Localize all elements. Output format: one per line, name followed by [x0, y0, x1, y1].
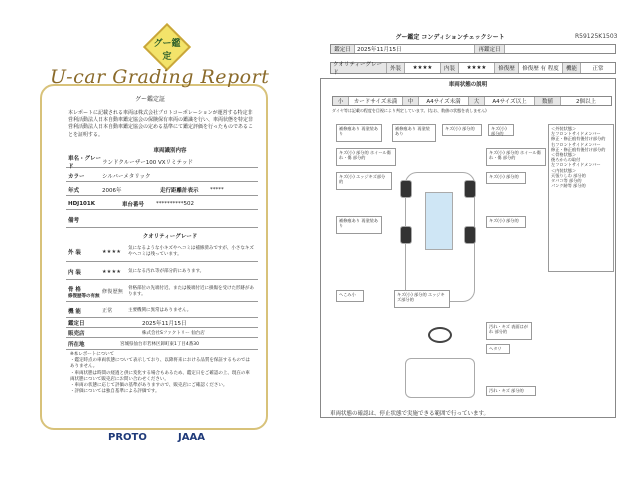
jaaa-logo: JAAA — [178, 432, 205, 443]
quality-section-title: クオリティーグレード — [142, 234, 198, 240]
color-value: シルバーメタリック — [102, 173, 151, 180]
date-label: 鑑定日 — [68, 320, 85, 327]
address-value: 宮城県仙台市若林区卸町東1丁目4番30 — [120, 341, 199, 347]
chassis-label: 車台番号 — [122, 201, 145, 208]
grade-label: 内装 — [441, 63, 459, 73]
damage-note: へこみ小 — [336, 290, 364, 302]
interior-seats — [405, 358, 475, 398]
damage-note: キズ(小) 部分的 — [442, 124, 482, 136]
quality-row-exterior — [66, 242, 258, 262]
appraisal-date-value: 2025年11月15日 — [355, 45, 475, 53]
remarks-label: 備考 — [68, 217, 80, 224]
damage-note: キズ(小) 部分的 ホイール傷れ・傷 部分的 — [486, 148, 546, 166]
grade-value: 正常 — [592, 66, 604, 72]
size-cell: A4サイズ以上 — [485, 97, 535, 105]
model-row — [66, 156, 258, 168]
shop-label: 販売店 — [68, 330, 85, 337]
quality-label-block — [66, 285, 102, 299]
sheet-id: R59125K1503 — [575, 33, 618, 40]
date-row — [66, 318, 258, 328]
quality-stars: ★★★★ — [102, 248, 122, 255]
panel-title: 車両状態の説明 — [448, 82, 488, 88]
size-cell: 2個以上 — [576, 99, 596, 105]
color-row — [66, 170, 258, 182]
wheel-rear-right — [464, 226, 476, 244]
damage-note: キズ(小) 部分的 エッジキズ部分的 — [394, 290, 450, 308]
quality-desc: 気になる汚れ等が部分的にあります。 — [128, 268, 205, 274]
mileage-value: ***** — [210, 186, 224, 193]
grade-label: 機能 — [563, 63, 581, 73]
grade-value: ★★★★ — [405, 63, 441, 73]
year-row — [66, 184, 258, 196]
year-value: 2006年 — [102, 187, 122, 194]
checksheet-title: グー鑑定 コンディションチェックシート — [395, 34, 505, 41]
model-value: ランドクルーザー100 VXリミテッド — [102, 159, 194, 166]
proto-logo: PROTO — [108, 432, 147, 443]
shop-row — [66, 328, 258, 338]
address-row — [66, 338, 258, 350]
footer-note: 車両状態の確認は、停止状態で実施できる範囲で行っています。 — [330, 411, 490, 417]
vehicle-section-title: 車両識別内容 — [153, 148, 187, 154]
quality-desc: 主要機関に異常はありません。 — [128, 307, 192, 313]
address-label: 所在地 — [68, 341, 85, 348]
note-line: ・鑑定時点の車両状態について表示しており、以降将来における品質を保証するものではありません。 — [70, 358, 250, 370]
quality-label: 内 装 — [68, 269, 81, 276]
date-value: 2025年11月15日 — [142, 320, 187, 327]
quality-stars: 修復歴無 — [102, 289, 124, 295]
grade-label: 修復歴 — [495, 63, 519, 73]
quality-desc: 気になるような小キズやヘコミは補修済みですが、小さなキズやヘコミは残っています。 — [128, 246, 254, 257]
chassis-value: **********502 — [156, 200, 194, 207]
note-line: ・評価については独自基準による評価です。 — [70, 389, 160, 395]
note-line: ・車両状態は時間の経過と供に変化する場合もあるため、鑑定日をご確認の上、現在の車両状態について販売店にお問い合わせください。 — [70, 370, 250, 382]
quality-label: 機 能 — [68, 308, 81, 315]
wheel-rear-left — [400, 226, 412, 244]
notes — [70, 352, 252, 395]
size-cell: 数値 — [535, 97, 561, 105]
damage-note: キズ(小) 部分的 — [486, 216, 526, 228]
report-title: U-car Grading Report — [50, 66, 270, 88]
condition-details: ＜外装状態＞ 左フロントサイドメンバー 修正・修正痕有後付け部分的 右フロントサイドメンバー 修正・修正痕有後付け部分的 ＜骨格状態＞ 後ろからの取付 左フロントサイドメンバー ＜内装状態＞ 天張りしわ 部分的 タバコ等 部分的 パンク跡等 部分的 — [548, 124, 614, 272]
quality-stars: 正常 — [102, 308, 113, 314]
quality-row-frame — [66, 282, 258, 302]
appraisal-date-bar — [330, 44, 616, 54]
quality-row-function — [66, 304, 258, 318]
note-line: ※本レポートについて — [70, 352, 115, 357]
steering-wheel — [428, 327, 452, 343]
appraisal-date-label: 鑑定日 — [331, 45, 355, 53]
size-cell: A4サイズ未満 — [419, 97, 469, 105]
quality-stars: ★★★★ — [102, 268, 122, 275]
note-line: ・車両の状態に応じて評価の基準がありますので、販売店にご確認ください。 — [70, 383, 228, 389]
damage-note: 補修痕あり 再塗装あり — [392, 124, 436, 142]
damage-note: 補修痕あり 再塗装あり — [336, 124, 382, 142]
legend-note: ダイヤ等は記載の程度を目視により判定しています。(なお、数値の状態を表しません) — [332, 108, 487, 113]
grade-label: 外装 — [387, 63, 405, 73]
wheel-front-left — [400, 180, 412, 198]
interior-note: 汚れ・キズ 表面はがれ 部分的 — [486, 322, 532, 340]
year-label: 年式 — [68, 187, 80, 194]
model-label: 車名・グレード — [68, 155, 102, 170]
size-cell: 中 — [403, 97, 419, 105]
certificate-name: グー鑑定証 — [134, 96, 165, 103]
expiry-label: 再鑑定日 — [475, 45, 505, 53]
expiry-value — [505, 45, 615, 53]
shop-value: 株式会社Sファクトリー 仙台店 — [142, 330, 205, 336]
badge-label: グー鑑定 — [153, 39, 181, 62]
quality-grade-label: クオリティーグレード — [331, 63, 387, 73]
quality-sublabel: 修復歴等の有無 — [68, 293, 100, 299]
mileage-label: 走行距離計表示 — [160, 187, 199, 194]
chassis-row — [66, 198, 258, 210]
grade-value: ★★★★ — [459, 63, 495, 73]
damage-note: 補修痕あり 再塗装あり — [336, 216, 382, 234]
certificate — [0, 0, 300, 480]
size-cell: 大 — [469, 97, 485, 105]
intro-text: 本レポートに記載される車両は株式会社プロトコーポレーションが運営する特定非営利活動法人日本自動車鑑定協会の保険保有車両の鑑識を行い、車両状態を特定非営利活動法人日本自動車鑑定協会の定める基準にて鑑定評価を行ったものであることを証明する。 — [68, 110, 254, 138]
damage-note: キズ(小) エッジキズ部分的 — [336, 172, 392, 190]
remarks-row — [66, 212, 258, 228]
damage-note: キズ(小) 部分的 — [486, 172, 526, 184]
size-cell: 小 — [333, 97, 349, 105]
size-cell: カードサイズ未満 — [349, 97, 403, 105]
quality-label: 骨 格 — [68, 286, 81, 293]
quality-grade-bar — [330, 62, 616, 74]
frame-code: HDJ101K — [68, 200, 95, 207]
color-label: カラー — [68, 173, 85, 180]
size-legend — [332, 96, 612, 106]
quality-desc: 骨格部位の先端付近、または後端付近に損傷を受けた形跡があります。 — [128, 286, 254, 297]
interior-note: 汚れ・キズ 部分的 — [486, 386, 536, 396]
grade-value: 修復歴 有 程度 — [519, 63, 563, 73]
damage-note: キズ(小) 部分的 — [488, 124, 514, 136]
quality-row-interior — [66, 264, 258, 280]
windshield-roof — [425, 192, 453, 250]
quality-label: 外 装 — [68, 249, 81, 256]
wheel-front-right — [464, 180, 476, 198]
damage-note: キズ(小) 部分的 ホイール傷れ・傷 部分的 — [336, 148, 396, 166]
interior-note: ヘタリ — [486, 344, 510, 354]
